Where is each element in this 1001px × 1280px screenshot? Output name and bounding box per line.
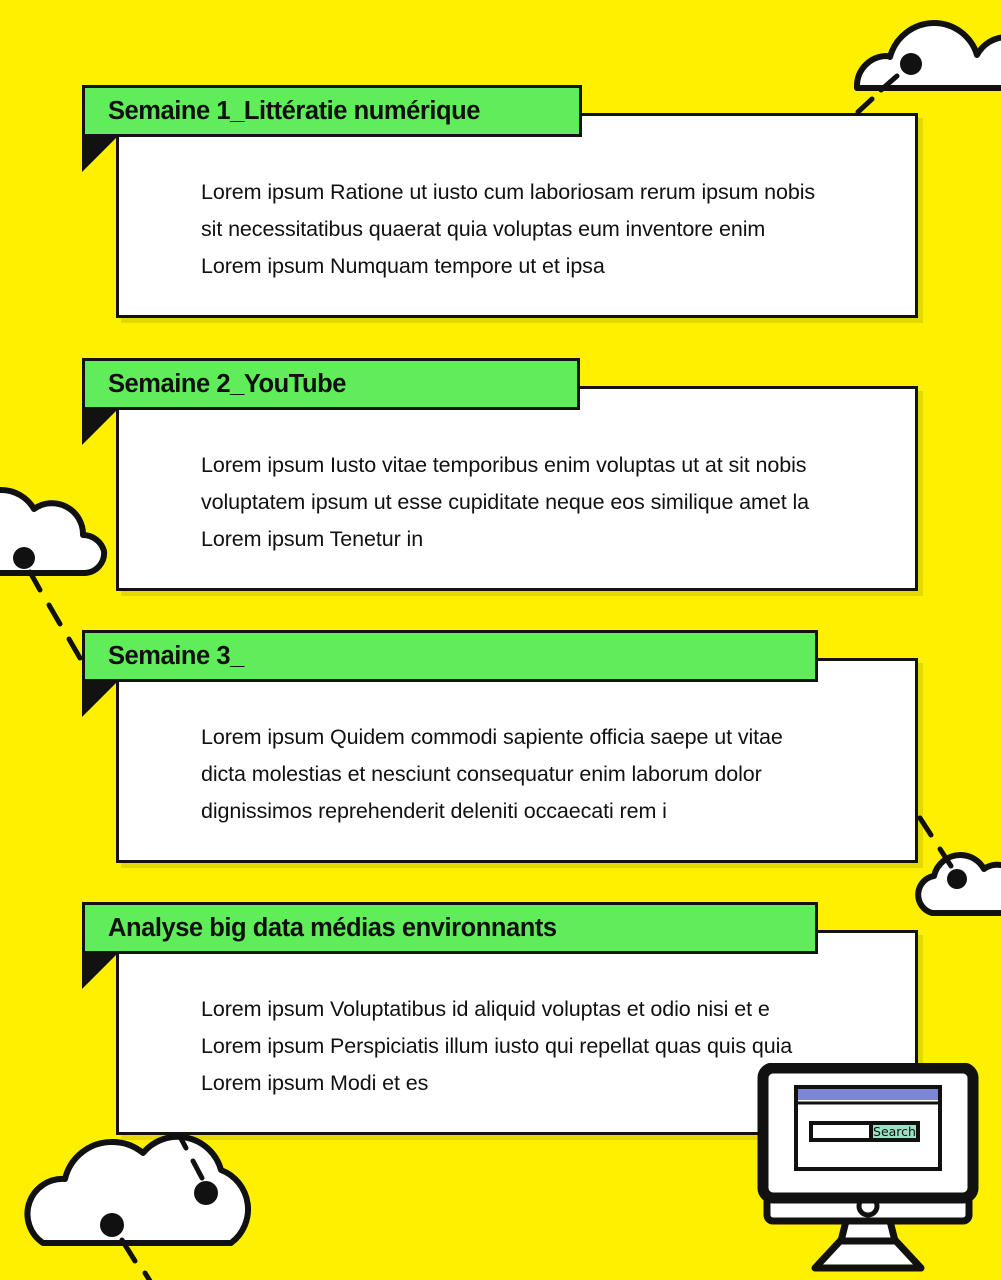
section-banner-3[interactable] <box>82 630 818 682</box>
card-text-1 <box>201 174 875 285</box>
section-title-2: Semaine 2_YouTube <box>108 369 346 398</box>
card-line: Lorem ipsum Voluptatibus id aliquid voluptas et odio nisi et e <box>201 997 770 1021</box>
section-title-3: Semaine 3_ <box>108 641 244 670</box>
card-line: Lorem ipsum Quidem commodi sapiente officia saepe ut vitae <box>201 725 783 749</box>
card-line: Lorem ipsum Iusto vitae temporibus enim voluptas ut at sit nobis <box>201 453 807 477</box>
card-line: Lorem ipsum Tenetur in <box>201 527 424 551</box>
section-title-4: Analyse big data médias environnants <box>108 913 557 942</box>
card-line: voluptatem ipsum ut esse cupiditate neque eos similique amet la <box>201 490 809 514</box>
cloud-right-middle <box>918 818 1001 913</box>
cloud-dot <box>13 547 35 569</box>
search-button-label: Search <box>873 1124 916 1139</box>
card-body-1 <box>116 113 918 318</box>
banner-fold-4 <box>82 953 118 989</box>
card-line: dicta molestias et nesciunt consequatur enim laborum dolor <box>201 762 762 786</box>
banner-fold-2 <box>82 409 118 445</box>
section-banner-1[interactable] <box>82 85 582 137</box>
cloud-dot <box>947 869 967 889</box>
banner-fold-3 <box>82 681 118 717</box>
card-body-3 <box>116 658 918 863</box>
section-banner-4[interactable] <box>82 902 818 954</box>
desktop-monitor-illustration <box>757 1063 979 1280</box>
cloud-dot <box>900 53 922 75</box>
section-title-1: Semaine 1_Littératie numérique <box>108 96 480 125</box>
card-body-2 <box>116 386 918 591</box>
search-input <box>811 1123 873 1140</box>
cloud-dot <box>100 1213 124 1237</box>
card-line: Lorem ipsum Perspiciatis illum iusto qui repellat quas quis quia <box>201 1034 793 1058</box>
card-line: Lorem ipsum Modi et es <box>201 1071 429 1095</box>
card-line: sit necessitatibus quaerat quia voluptas eum inventore enim <box>201 217 766 241</box>
card-text-2 <box>201 447 875 558</box>
card-line: dignissimos reprehenderit deleniti occaecati rem i <box>201 799 667 823</box>
card-text-3 <box>201 719 875 830</box>
cloud-top-right <box>857 23 1001 112</box>
section-banner-2[interactable] <box>82 358 580 410</box>
card-line: Lorem ipsum Ratione ut iusto cum laboriosam rerum ipsum nobis <box>201 180 816 204</box>
cloud-dot <box>194 1181 218 1205</box>
banner-fold-1 <box>82 136 118 172</box>
card-line: Lorem ipsum Numquam tempore ut et ipsa <box>201 254 605 278</box>
browser-titlebar <box>798 1089 938 1100</box>
cloud-bottom-left <box>27 1131 248 1280</box>
